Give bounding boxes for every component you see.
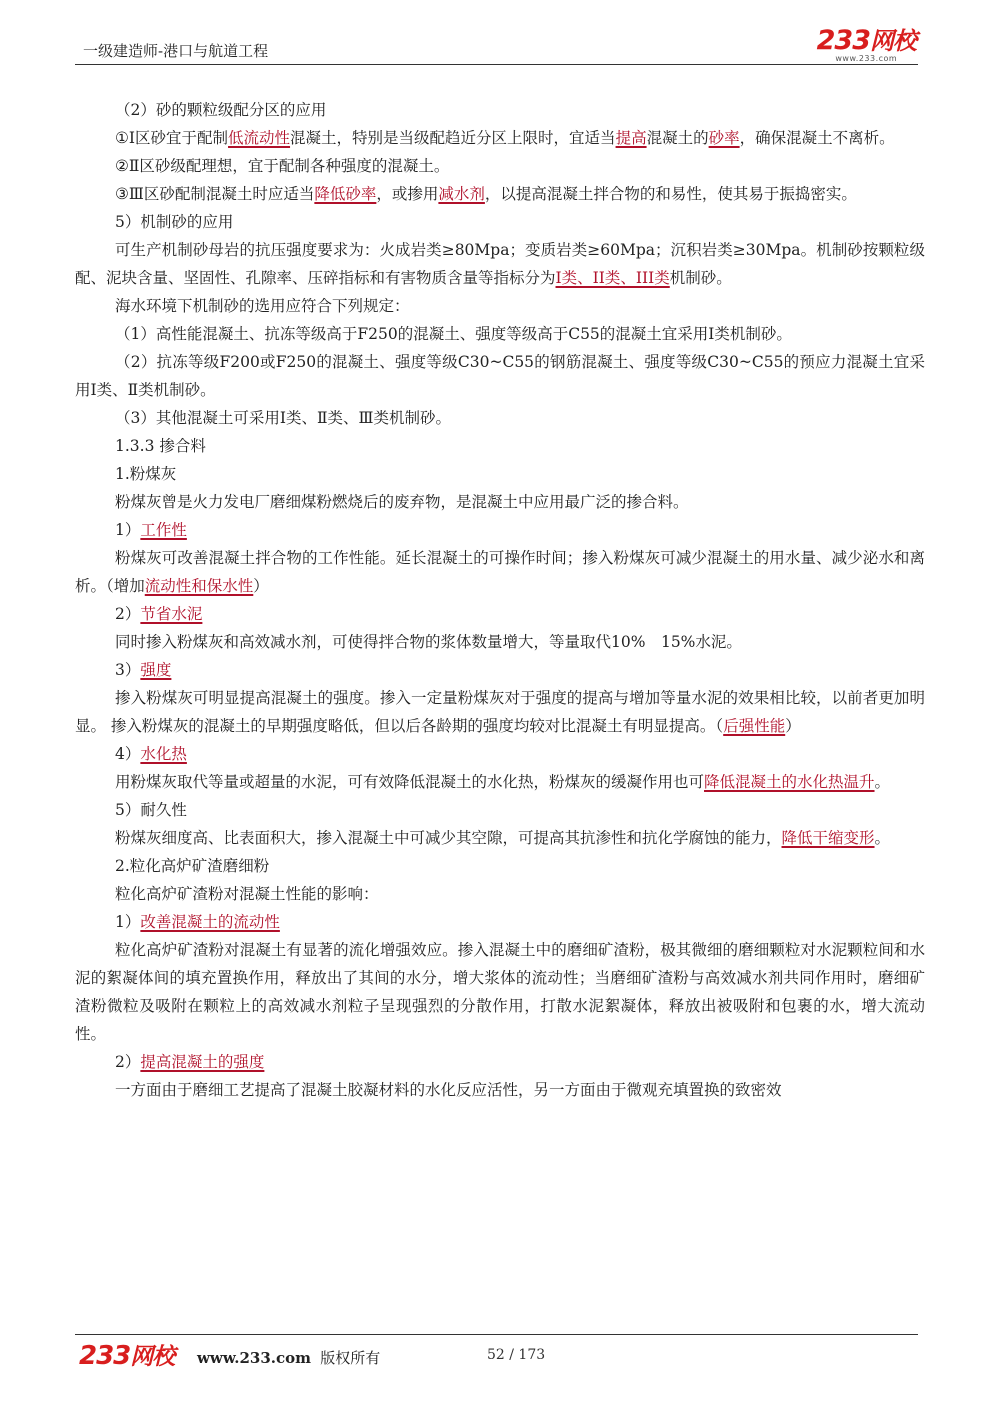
document-body [75,96,925,1104]
paragraph [75,544,925,600]
paragraph [75,292,925,320]
text-run: 一方面由于磨细工艺提高了混凝土胶凝材料的水化反应活性，另一方面由于微观充填置换的致密效 [115,1081,782,1099]
highlight-text: 强度 [140,661,172,679]
paragraph [75,180,925,208]
highlight-text: 提高 [615,129,647,147]
highlight-text: 后强性能 [723,717,786,735]
paragraph [75,432,925,460]
text-run: 1.3.3 掺合料 [115,437,206,455]
paragraph [75,908,925,936]
logo-url: www.233.com [835,54,898,63]
highlight-text: 降低干缩变形 [781,829,875,847]
text-run: ，或掺用 [376,185,439,203]
text-run: 5）耐久性 [115,801,187,819]
text-run: ，确保混凝土不离析。 [739,129,895,147]
text-run: 粉煤灰细度高、比表面积大，掺入混凝土中可减少其空隙，可提高其抗渗性和抗化学腐蚀的能力， [115,829,782,847]
paragraph [75,936,925,1048]
text-run: 可生产机制砂母岩的抗压强度要求为：火成岩类≥80Mpa；变质岩类≥60Mpa；沉积岩类≥30Mpa。机制砂按颗粒级配、泥块含量、坚固性、孔隙率、压碎指标和有害物质含量等指标分为 [75,241,925,287]
text-run: ） [785,717,801,735]
paragraph [75,152,925,180]
highlight-text: 降低砂率 [314,185,377,203]
text-run: 5）机制砂的应用 [115,213,234,231]
text-run: 混凝土，特别是当级配趋近分区上限时，宜适当 [290,129,616,147]
text-run: 。 [874,773,891,791]
text-run: 1） [115,521,141,539]
highlight-text: 低流动性 [228,129,291,147]
footer-logo-number: 233 [79,1341,131,1371]
logo-text: 网校 [870,27,916,55]
page-header [75,0,918,65]
text-run: ，以提高混凝土拌合物的和易性，使其易于振捣密实。 [484,185,857,203]
highlight-text: 节省水泥 [140,605,203,623]
highlight-text: 流动性和保水性 [144,577,254,595]
text-run: 同时掺入粉煤灰和高效减水剂，可使得拌合物的浆体数量增大，等量取代10% 15%水泥。 [115,633,742,651]
paragraph [75,460,925,488]
page-footer [75,1334,918,1375]
text-run: （2）砂的颗粒级配分区的应用 [115,101,327,119]
text-run: 1） [115,913,141,931]
text-run: 海水环境下机制砂的选用应符合下列规定： [115,297,410,315]
text-run: 用粉煤灰取代等量或超量的水泥，可有效降低混凝土的水化热，粉煤灰的缓凝作用也可 [115,773,705,791]
text-run: ③Ⅲ区砂配制混凝土时应适当 [115,185,315,203]
paragraph [75,768,925,796]
text-run: 掺入粉煤灰可明显提高混凝土的强度。掺入一定量粉煤灰对于强度的提高与增加等量水泥的效果相比较，以前者更加明显。 掺入粉煤灰的混凝土的早期强度略低，但以后各龄期的强度均较对比混凝土有明显提高。（ [75,689,925,735]
footer-logo[interactable] [79,1341,174,1372]
paragraph [75,1076,925,1104]
paragraph [75,320,925,348]
paragraph [75,1048,925,1076]
highlight-text: 水化热 [140,745,187,763]
text-run: 4） [115,745,141,763]
text-run: 机制砂。 [669,269,732,287]
paragraph [75,880,925,908]
paragraph [75,236,925,292]
footer-site [197,1347,380,1368]
text-run: ②Ⅱ区砂级配理想，宜于配制各种强度的混凝土。 [115,157,450,175]
text-run: 粉煤灰可改善混凝土拌合物的工作性能。延长混凝土的可操作时间；掺入粉煤灰可减少混凝土的用水量、减少泌水和离析。（增加 [75,549,925,595]
paragraph [75,796,925,824]
logo-number: 233 [816,25,870,56]
brand-logo[interactable] [816,25,916,63]
paragraph [75,348,925,404]
text-run: （3）其他混凝土可采用Ⅰ类、Ⅱ类、Ⅲ类机制砂。 [115,409,451,427]
paragraph [75,600,925,628]
paragraph [75,684,925,740]
paragraph [75,656,925,684]
paragraph [75,852,925,880]
highlight-text: I类、II类、III类 [555,269,670,287]
text-run: 粒化高炉矿渣粉对混凝土性能的影响： [115,885,379,903]
text-run: （2）抗冻等级F200或F250的混凝土、强度等级C30~C55的钢筋混凝土、强度等级C30~C55的预应力混凝土宜采用Ⅰ类、Ⅱ类机制砂。 [75,353,925,399]
highlight-text: 砂率 [708,129,740,147]
paragraph [75,628,925,656]
highlight-text: 工作性 [140,521,187,539]
highlight-text: 减水剂 [438,185,485,203]
page-number: 52 / 173 [487,1347,546,1363]
footer-site-url[interactable]: www.233.com [197,1349,311,1367]
text-run: 粒化高炉矿渣粉对混凝土有显著的流化增强效应。掺入混凝土中的磨细矿渣粉，极其微细的磨细颗粒对水泥颗粒间和水泥的絮凝体间的填充置换作用，释放出了其间的水分，增大浆体的流动性；当磨细矿渣粉与高效减水剂共同作用时，磨细矿渣粉微粒及吸附在颗粒上的高效减水剂粒子呈现强烈的分散作用，打散水泥絮凝体，释放出被吸附和包裹的水，增大流动性。 [75,941,925,1043]
text-run: 2） [115,605,141,623]
footer-logo-text: 网校 [130,1344,175,1370]
text-run: ①Ⅰ区砂宜于配制 [115,129,229,147]
paragraph [75,208,925,236]
text-run: 3） [115,661,141,679]
paragraph [75,488,925,516]
text-run: （1）高性能混凝土、抗冻等级高于F250的混凝土、强度等级高于C55的混凝土宜采用Ⅰ类机制砂。 [115,325,792,343]
paragraph [75,124,925,152]
highlight-text: 改善混凝土的流动性 [140,913,280,931]
paragraph [75,516,925,544]
paragraph [75,740,925,768]
text-run: 。 [874,829,891,847]
text-run: 2） [115,1053,141,1071]
document-title: 一级建造师-港口与航道工程 [83,42,269,60]
text-run: 粉煤灰曾是火力发电厂磨细煤粉燃烧后的废弃物，是混凝土中应用最广泛的掺合料。 [115,493,689,511]
text-run: 1.粉煤灰 [115,465,177,483]
highlight-text: 提高混凝土的强度 [140,1053,265,1071]
paragraph [75,404,925,432]
text-run: 混凝土的 [646,129,709,147]
paragraph [75,824,925,852]
paragraph [75,96,925,124]
footer-copyright: 版权所有 [320,1349,381,1367]
text-run: ） [253,577,269,595]
highlight-text: 降低混凝土的水化热温升 [704,773,875,791]
text-run: 2.粒化高炉矿渣磨细粉 [115,857,270,875]
